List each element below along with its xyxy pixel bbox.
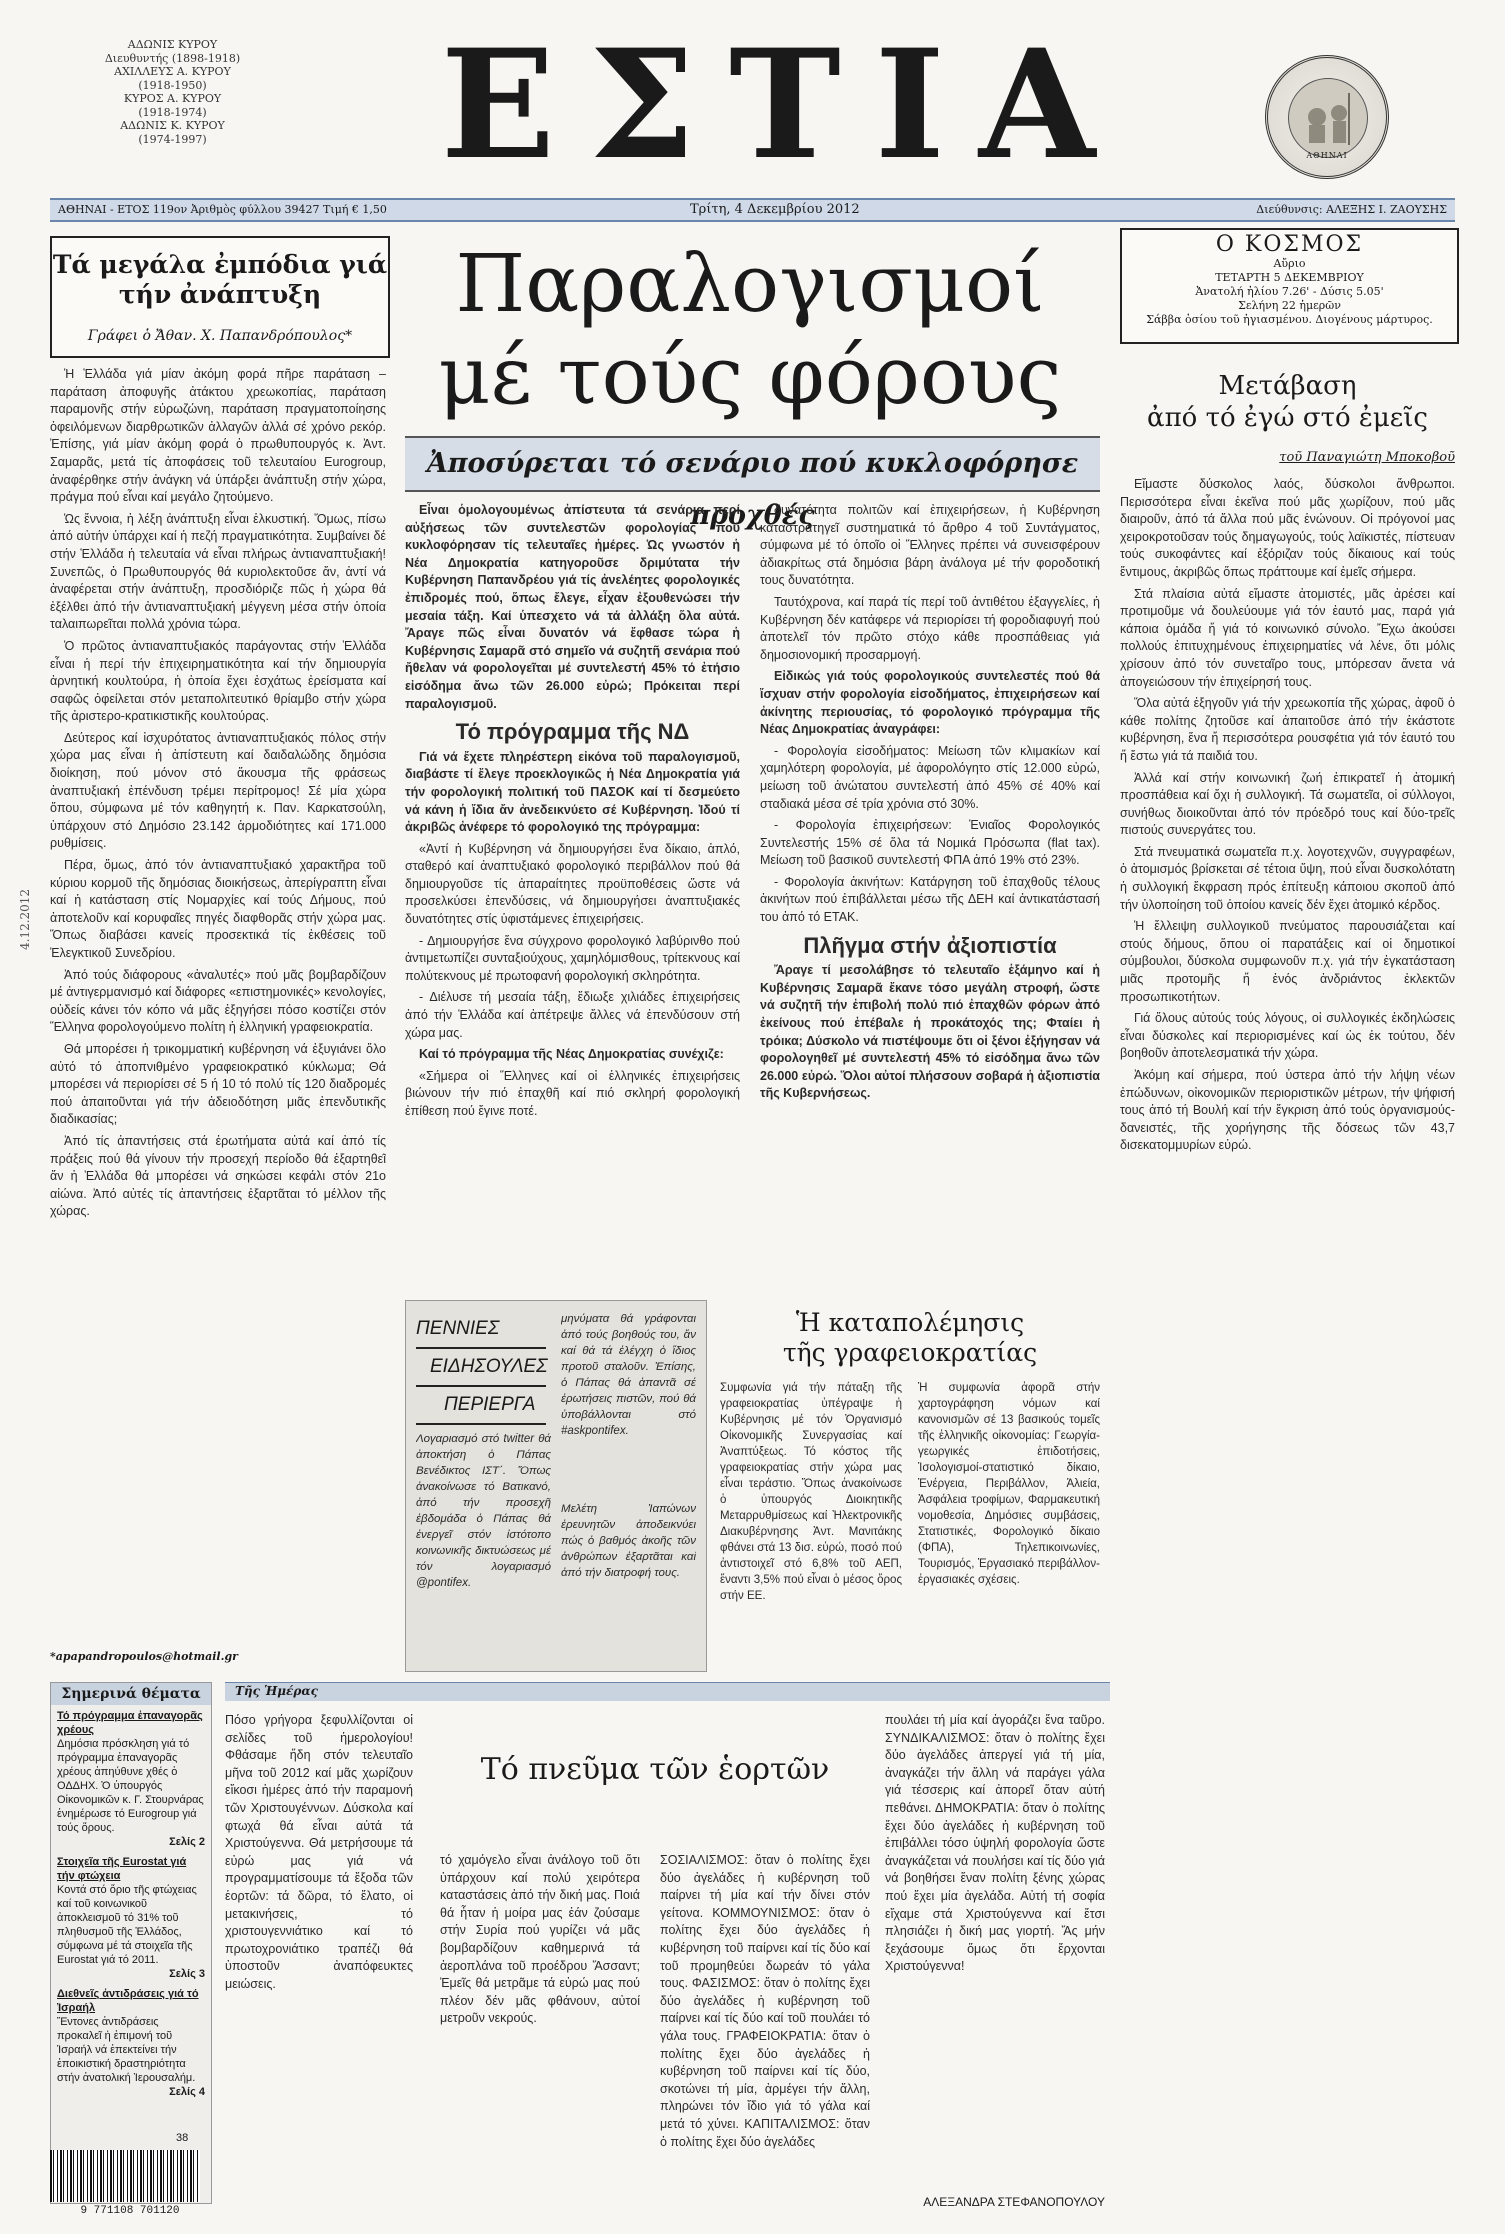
left-article-header xyxy=(50,236,390,358)
pennies-title-2: ΕΙΔΗΣΟΥΛΕΣ xyxy=(416,1349,546,1387)
paragraph: Ταυτόχρονα, καί παρά τίς περί τοῦ ἀντιθέτου ἐξαγγελίες, ἡ Κυβέρνηση δέν κατάφερε νά περιορίσει τή φοροδιαφυγή πού ἀποτελεῖ τόν πρῶτο στόχο κάθε προσπάθειας γιά δημοσιονομική προσαρμογή. xyxy=(760,594,1100,662)
paragraph: Ἀλλά καί στήν κοινωνική ζωή ἐπικρατεῖ ἡ ἀτομική προσπάθεια καί ὄχι ἡ συλλογική. Τά σωματεῖα, οἱ σύλλογοι, συνήθως διοικοῦνται ἀπό τόν πρόεδρό τους καί δύο-τρεῖς πιστούς συνεργάτες του. xyxy=(1120,770,1455,838)
topic-body: Ἔντονες ἀντιδράσεις προκαλεῖ ἡ ἐπιμονή τοῦ Ἰσραήλ νά ἐπεκτείνει τήν ἐποικιστική δραστηριότητα στήν ἀνατολική Ἰερουσαλήμ. xyxy=(57,2016,196,2084)
topic-page: Σελίς 3 xyxy=(169,1968,205,1980)
column-text-3: ΣΟΣΙΑΛΙΣΜΟΣ: ὅταν ὁ πολίτης ἔχει δύο ἀγελάδες ἡ κυβέρνηση τοῦ παίρνει τή μία καί τήν δίνει στόν γείτονα. ΚΟΜΜΟΥΝΙΣΜΟΣ: ὅταν ὁ πολίτης ἔχει δύο ἀγελάδες ἡ κυβέρνηση τοῦ παίρνει καί τίς δύο καί τοῦ προμηθεύει δωρεάν τό γάλα τους. ΦΑΣΙΣΜΟΣ: ὅταν ὁ πολίτης ἔχει δύο ἀγελάδες ἡ κυβέρνηση τοῦ παίρνει καί τίς δύο καί τοῦ πουλάει τό γάλα τους. ΓΡΑΦΕΙΟΚΡΑΤΙΑ: ὅταν ὁ πολίτης ἔχει δύο ἀγελάδες ἡ κυβέρνηση τοῦ παίρνει καί τίς δύο, σκοτώνει τή μία, ἀρμέγει τήν ἄλλη, πληρώνει τόν ἴδιο γιά τό γάλα καί μετά τό χύνει. ΚΑΠΙΤΑΛΙΣΜΟΣ: ὅταν ὁ πολίτης ἔχει δύο ἀγελάδες xyxy=(660,1853,870,2149)
weather-line: Ἀνατολή ἡλίου 7.26' - Δύσις 5.05' xyxy=(1195,285,1384,298)
paragraph: Ἡ Ἑλλάδα γιά μίαν ἀκόμη φορά πῆρε παράταση –παράταση ἀποφυγῆς ἀτάκτου χρεωκοπίας, παράταση παραμονῆς στήν εὐρωζώνη, παράταση πραγματοποίησης ὀφειλόμενων διαρθρωτικῶν ἀλλαγῶν ἀλλά σέ χρόνο ρεκόρ. Ἐπίσης, γιά μίαν ἀκόμη φορά ὁ πρωθυπουργός κ. Ἀντ. Σαμαρᾶς, μετά τίς ἀποφάσεις τοῦ τελευταίου Eurogroup, ἀναφέρθηκε στήν ἀνάγκη νά ὑπάρξει ἀνάπτυξη στήν χώρα, πράγμα πού εἶναι καί μεγάλο ζητούμενο. xyxy=(50,367,386,505)
pennies-title-1: ΠΕΝΝΙΕΣ xyxy=(416,1311,546,1349)
bureaucracy-headline xyxy=(720,1308,1100,1368)
topic-heading: Στοιχεῖα τῆς Eurostat γιά τήν φτώχεια xyxy=(57,1856,187,1882)
center-article-col-1 xyxy=(405,502,740,1262)
barcode-number: 9 771108 701120 xyxy=(80,2205,180,2217)
issue-info-bar xyxy=(50,198,1455,222)
paragraph: Στά πλαίσια αὐτά εἴμαστε ἀτομιστές, μᾶς ἀρέσει καί προτιμοῦμε νά δουλεύουμε γιά τόν ἑαυτό μας, παρά γιά κάποια ὁμάδα ἤ γιά τό κοινωνικό σύνολο. Ἔχω ἀκούσει πολλούς ἐπιτυχημένους ἐπιχειρηματίες νά λένε, ὅτι μόλις χρίσουν ἀπό τόν συνεταῖρο τους, μπόρεσαν ἄνετα νά ἀπογειώσουν τήν ἐπιχείρησή τους. xyxy=(1120,586,1455,689)
founder-name: ΑΔΩΝΙΣ ΚΥΡΟΥ xyxy=(127,38,218,51)
column-tab: Τῆς Ἡμέρας xyxy=(235,1684,318,1698)
paragraph: - Φορολογία εἰσοδήματος: Μείωση τῶν κλιμακίων καί χαμηλότερη φορολογία, μέ ἀφορολόγητο στίς 12.000 εὐρώ, μείωση τοῦ ἀνώτατου συντελεστή ἀπό 45% σέ 40% καί σταδιακά μέσα σέ τρία χρόνια στό 30%. xyxy=(760,743,1100,811)
pennies-title-3: ΠΕΡΙΕΡΓΑ xyxy=(416,1387,546,1425)
founders-list xyxy=(90,38,255,146)
headline-deck: Ἀποσύρεται τό σενάριο πού κυκλοφόρησε προχθές xyxy=(405,436,1100,492)
founder-years: (1918-1950) xyxy=(138,78,207,92)
barcode-icon xyxy=(50,2150,200,2202)
column-text-2: τό χαμόγελο εἶναι ἀνάλογο τοῦ ὅτι ὑπάρχουν καί πολύ χειρότερα καταστάσεις ἀπό τήν δική μας. Ποιά θά ἦταν ἡ μοίρα μας ἐάν ζούσαμε στήν Συρία πού γυρίζει νά μᾶς βομβαρδίζουν καθημερινά τά ἀεροπλάνα τοῦ προέδρου Ἄσσαντ; Ἐμεῖς θά μετρᾶμε τά εὐρώ μας πού πλέον δέν μᾶς φθάνουν, αὐτοί μετροῦν νεκρούς. xyxy=(440,1853,640,2026)
weather-line: ΤΕΤΑΡΤΗ 5 ΔΕΚΕΜΒΡΙΟΥ xyxy=(1215,271,1364,284)
pennies-box xyxy=(405,1300,707,1672)
paragraph: - Φορολογία ἀκινήτων: Κατάργηση τοῦ ἐπαχθοῦς τέλους ἀκινήτων πού ἐπιβάλλεται μέσω τῆς ΔΕΗ καί ἀντικατάστασή του ἀπό τό ΕΤΑΚ. xyxy=(760,874,1100,925)
weather-box-title: Ο ΚΟΣΜΟΣ xyxy=(1215,232,1364,257)
weather-line: Σάββα ὁσίου τοῦ ἡγιασμένου. Διογένους μάρτυρος. xyxy=(1146,313,1433,326)
right-article-byline: τοῦ Παναγιώτη Μποκοβοῦ xyxy=(1279,450,1455,465)
topic-page: Σελίς 2 xyxy=(169,1836,205,1848)
topic-heading: Διεθνεῖς ἀντιδράσεις γιά τό Ἰσραήλ xyxy=(57,1988,199,2014)
masthead-title: ΕΣΤΙΑ xyxy=(440,17,1130,193)
paragraph: Ὁ πρῶτος ἀντιαναπτυξιακός παράγοντας στήν Ἑλλάδα εἶναι ἡ περί τήν ἐπιχειρηματικότητα καί τήν δημιουργία ἀρνητική κουλτούρα, ἡ ὁποία ἔχει ἐσχάτως ἐρείσματα καί σαφῶς ὀφείλεται στόν μεταπολιτευτικό θρίαμβο στήν χώρα τῆς ἀριστερο-κρατικιστικῆς κουλτούρας. xyxy=(50,638,386,724)
bureaucracy-title-2: τῆς γραφειοκρατίας xyxy=(782,1338,1038,1367)
weather-line: Σελήνη 22 ἡμερῶν xyxy=(1238,299,1341,312)
weather-line: Αὔριο xyxy=(1273,257,1306,270)
right-article-headline xyxy=(1120,370,1455,434)
paragraph: δυνατότητα πολιτῶν καί ἐπιχειρήσεων, ἡ Κυβέρνηση καταστρατηγεῖ συστηματικά τό ἄρθρο 4 τοῦ Συντάγματος, σύμφωνα μέ τό ὁποῖο οἱ Ἕλληνες πρέπει νά συνεισφέρουν ἀδιακρίτως στά δημόσια βάρη ἀνάλογα μέ τήν φοροδοτική τους δυνατότητα. xyxy=(760,503,1100,588)
subheading: Τό πρόγραμμα τῆς ΝΔ xyxy=(455,719,690,745)
athena-seal-icon xyxy=(1265,55,1389,179)
paragraph: «Ἀντί ἡ Κυβέρνηση νά δημιουργήσει ἕνα δίκαιο, ἁπλό, σταθερό καί ἀναπτυξιακό φορολογικό περιβάλλον πού θά δημιουργοῦσε τίς ἀπαραίτητες προϋποθέσεις ὥστε νά προσελκύσει ἐπενδύσεις, νά δημιουργήσει ἀναπτυξιακές δυνατότητες στίς ὑφιστάμενες ἐπιχειρήσεις. xyxy=(405,841,740,927)
paragraph: Γιά νά ἔχετε πληρέστερη εἰκόνα τοῦ παραλογισμοῦ, διαβάστε τί ἔλεγε προεκλογικῶς ἡ Νέα Δημοκρατία γιά τήν φορολογική πολιτική τοῦ ΠΑΣΟΚ καί τί δεσμεύετο νά κάνη ἡ ἴδια ἄν ἀνεδεικνύετο σέ Κυβέρνηση. Ἰδού τί ἀκριβῶς ἀνέφερε τό φορολογικό της πρόγραμμα: xyxy=(405,749,740,835)
paragraph: Πέρα, ὅμως, ἀπό τόν ἀντιαναπτυξιακό χαρακτῆρα τοῦ κύριου κορμοῦ τῆς δημόσιας διοικήσεως, ἀπερίγραπτη εἶναι καί ἡ κατάσταση στίς Νομαρχίες καί τούς Δήμους, πού ἀποτελοῦν καί κορυφαῖες πηγές διαφθορᾶς στήν χώρα μας. Ὅπως διαβάσει κανείς προσεκτικά τίς ἐκθέσεις τοῦ Ἐλεγκτικοῦ Συνεδρίου. xyxy=(50,858,386,960)
founder-name: ΑΧΙΛΛΕΥΣ Α. ΚΥΡΟΥ xyxy=(114,65,231,78)
column-title: Τό πνεῦμα τῶν ἑορτῶν xyxy=(480,1752,830,1787)
topic-item[interactable] xyxy=(57,1987,205,2099)
column-signature: ΑΛΕΞΑΝΔΡΑ ΣΤΕΦΑΝΟΠΟΥΛΟΥ xyxy=(923,2195,1105,2209)
paragraph: Ἄραγε τί μεσολάβησε τό τελευταῖο ἑξάμηνο καί ἡ Κυβέρνησις Σαμαρᾶ ἔκανε τόσο μεγάλη στροφή, ὥστε νά συζητῆ τήν ἐπιβολή πολύ πιό ἐπαχθῶν φόρων ἀπό ἐκείνους πού ἐπέβαλε ἡ προκάτοχός της; Φταίει ἡ τρόικα; Δύσκολο νά πιστέψουμε ὅτι οἱ ξένοι ἐξήγησαν νά φορολογηθεῖ μέ συντελεστή 45% τό εἰσόδημα ἄνω τῶν 26.000 εὐρώ. Ὅλοι αὐτοί πλήσσουν σοβαρά ἡ ἀξιοπιστία τῆς Κυβερνήσεως. xyxy=(760,963,1100,1101)
right-article-body xyxy=(1120,476,1455,1856)
paragraph: - Δημιουργήσε ἕνα σύγχρονο φορολογικό λαβύρινθο πού ἀντιμετωπίζει συνταξιούχους, χαμηλόμισθους, τρίτεκνους καί πολύτεκνους μέ πρωτοφανή φορολογική σκληρότητα. xyxy=(405,933,740,983)
headline-line-1: Παραλογισμοί xyxy=(455,237,1045,330)
paragraph: Ἀπό τούς διάφορους «ἀναλυτές» πού μᾶς βομβαρδίζουν μέ ἀντιγερμανισμό καί διάφορες «επιστημονικές» κενολογίες, οὐδείς κάνει τόν κόπο νά μᾶς ἐξηγήσει πόσο κοστίζει στόν Ἕλληνα φορολογούμενο πολίτη ἡ ἐλληνική γραφειοκρατία. xyxy=(50,967,386,1035)
paragraph: Ὡς ἔννοια, ἡ λέξη ἀνάπτυξη εἶναι ἑλκυστική. Ὅμως, πίσω ἀπό αὐτήν ὑπάρχει καί ἡ πεζή πραγματικότητα. Συμβαίνει δέ στήν Ἑλλάδα ἡ τελευταία νά εἶναι πλήρως ἀντιαναπτυξιακή! Συνεπῶς, ὁ Πρωθυπουργός θά κυριολεκτοῦσε ἄν, ἀντί νά ἀναφέρεται στήν ἀνάπτυξη, προσδιόριζε πῶς ἡ χώρα θά ἐξέλθει ἀπό τήν ἀντιαναπτυξιακή μέγγενη μέσα στήν ὁποία ταλαιπωρεῖται πολλά χρόνια τώρα. xyxy=(50,511,386,632)
center-article-col-2 xyxy=(760,502,1100,1262)
topic-body: Δημόσια πρόσκληση γιά τό πρόγραμμα ἐπαναγορᾶς χρέους ἀπηύθυνε χθές ὁ ΟΔΔΗΧ. Ὁ ὑπουργός Οἰκονομικῶν κ. Γ. Στουρνάρας ἐνημέρωσε τό Eurogroup γιά τούς ὅρους. xyxy=(57,1738,204,1834)
paragraph: Ἀπό τίς ἀπαντήσεις στά ἐρωτήματα αὐτά καί ἀπό τίς πράξεις πού θά γίνουν τήν προσεχή περίοδο θά ἐξαρτηθεῖ ἄν ἡ Ἑλλάδα θά μπορέσει νά σηκώσει κεφάλι στόν 21ο αἰώνα. Ἀπό αὐτές τίς ἀπαντήσεις ἐξαρτᾶται τό μέλλον τῆς χώρας. xyxy=(50,1133,386,1219)
paragraph: Εἴμαστε δύσκολος λαός, δύσκολοι ἄνθρωποι. Περισσότερα εἶναι ἐκεῖνα πού μᾶς χωρίζουν, πού μᾶς διαιροῦν, ἀπό τά ἄλλα πού μᾶς ἑνώνουν. Οἱ πρόγονοί μας χειροκροτοῦσαν τούς δημαγωγούς, τούς λαϊκιστές, πίστευαν τούς συκοφάντες καί ἐξόριζαν τούς δίκαιους καί τούς ἔντιμους, ἀκριβῶς ὅπως πράττουμε καί ἐμεῖς σήμερα. xyxy=(1120,477,1455,579)
founder-name: ΑΔΩΝΙΣ Κ. ΚΥΡΟΥ xyxy=(120,119,225,132)
topic-body: Κοντά στό ὅριο τῆς φτώχειας καί τοῦ κοινωνικοῦ ἀποκλεισμοῦ τό 31% τοῦ πληθυσμοῦ τῆς Ἑλλάδος, σύμφωνα μέ τά στοιχεῖα τῆς Eurostat γιά τό 2011. xyxy=(57,1884,197,1966)
paragraph: - Φορολογία ἐπιχειρήσεων: Ἑνιαῖος Φορολογικός Συντελεστής 15% σέ ὅλα τά Νομικά Πρόσωπα (flat tax). Μείωση τοῦ βασικοῦ συντελεστή ΦΠΑ ἀπό 19% στό 23%. xyxy=(760,818,1100,868)
founder-name: ΚΥΡΟΣ Α. ΚΥΡΟΥ xyxy=(123,92,222,105)
paragraph: Εἶναι ὁμολογουμένως ἀπίστευτα τά σενάρια περί αὐξήσεως τῶν συντελεστῶν φορολογίας πού κυκλοφόρησαν τίς τελευταῖες ἡμέρες. Ὡς γνωστόν ἡ Νέα Δημοκρατία κατηγοροῦσε δριμύτατα τήν Κυβέρνηση Παπανδρέου γιά τίς ἀνελέητες φορολογικές ἐπιδρομές πού, ὅπως ἔλεγε, εἶχαν ἐξουθενώσει τήν μεσαία τάξη. Καί ὑπεσχετο νά τά ἀλλάξη ὅλα αὐτά. Ἄραγε πῶς εἶναι δυνατόν νά ἔφθασε τώρα ἡ Κυβέρνησις Σαμαρᾶ στό σημεῖο νά συζητῆ σενάρια πού ἤθελαν νά φορολογεῖται μέ συντελεστή 45% τό ἐτήσιο εἰσόδημα ἄνω τῶν 26.000 εὐρώ; Πρόκειται περί παραλογισμοῦ. xyxy=(405,503,740,711)
seal-text: ΑΘΗΝΑΙ xyxy=(1306,151,1348,160)
paragraph: Δεύτερος καί ἰσχυρότατος ἀντιαναπτυξιακός πόλος στήν χώρα μας εἶναι ἡ ἀπίστευτη καί δαιδαλώδης δημόσια διοίκηση, πού μόνον στό ἄκουσμα τῆς φράσεως ἀναπτυξιακή ἐπένδυση τρέμει περίτρομος! Σέ μία χώρα ὅπου, σύμφωνα μέ τόν καθηγητή κ. Παν. Καρκατσούλη, ὑπάρχουν στό Δημόσιο 23.142 ἁρμοδιότητες καί 171.000 ρυθμίσεις. xyxy=(50,730,386,851)
paragraph: Ὅλα αὐτά ἐξηγοῦν γιά τήν χρεωκοπία τῆς χώρας, ἀφοῦ ὁ κάθε πολίτης ζητοῦσε καί ἀπαιτοῦσε ἀπό τήν ἑκάστοτε κυβέρνηση, ἕνα ἤ περισσότερα ρουσφέτια γιά τόν ἑαυτό του ἤ ἔστω γιά τά παιδιά του. xyxy=(1120,696,1455,763)
column-bar xyxy=(225,1682,1110,1701)
left-article-body xyxy=(50,366,386,1626)
subheading: Πλῆγμα στήν ἀξιοπιστία xyxy=(803,932,1057,958)
issue-date: Τρίτη, 4 Δεκεμβρίου 2012 xyxy=(690,202,860,217)
topic-item[interactable] xyxy=(57,1855,205,1981)
pennies-title xyxy=(416,1311,546,1425)
bureaucracy-col-1: Συμφωνία γιά τήν πάταξη τῆς γραφειοκρατίας ὑπέγραψε ἡ Κυβέρνησις μέ τόν Ὀργανισμό Οἰκονομικῆς Συνεργασίας καί Ἀναπτύξεως. Τό κόστος τῆς γραφειοκρατίας στήν χώρα μας εἶναι τεράστιο. Ὅπως ἀνακοίνωσε ὁ ὑπουργός Διοικητικῆς Μεταρρυθμίσεως καί Ἠλεκτρονικῆς Διακυβέρνησης Ἀντ. Μανιτάκης φθάνει στά 13 δισ. εὐρώ, ποσό πού ἀντιστοιχεῖ στό 6,8% τοῦ ΑΕΠ, ἔναντι 3,5% πού εἶναι ὁ μέσος ὅρος στήν ΕΕ. xyxy=(720,1382,902,1602)
bureaucracy-title-1: Ἡ καταπολέμησις xyxy=(795,1308,1025,1337)
pennies-item-2: μηνύματα θά γράφονται ἀπό τούς βοηθούς του, ἄν καί θά τά ἐλέγχη ὁ ἴδιος προτοῦ σταλοῦν. Ἐπίσης, ὁ Πάπας θά ἀπαντᾶ σέ ἐρωτήσεις πιστῶν, πού θά ὑποβάλλονται στό #askpontifex. xyxy=(561,1313,696,1437)
issue-number: ΑΘΗΝΑΙ - ΕΤΟΣ 119ον Ἀριθμὸς φύλλου 39427 Τιμή € 1,50 xyxy=(58,203,387,216)
paragraph: Ἡ ἔλλειψη συλλογικοῦ πνεύματος παρουσιάζεται καί στούς δήμους, ὅπου οἱ παρατάξεις καί οἱ δημοτικοί σύμβουλοι, δύσκολα συμφωνοῦν π.χ. γιά τήν ἐγκατάσταση μιᾶς προτομῆς ἤ ἑνός ἀνδριάντος ἐκλεκτῶν προσωπικοτήτων. xyxy=(1120,919,1455,1004)
left-article-title: Τά μεγάλα ἐμπόδια γιά τήν ἀνάπτυξη xyxy=(52,250,388,309)
founder-years: (1974-1997) xyxy=(138,132,207,146)
right-article-title-1: Μετάβαση xyxy=(1218,371,1357,401)
founder-years: Διευθυντής (1898-1918) xyxy=(104,51,241,65)
weather-box xyxy=(1120,228,1459,344)
paragraph: Καί τό πρόγραμμα τῆς Νέας Δημοκρατίας συνέχιζε: xyxy=(419,1047,724,1062)
pennies-item-1: Λογαριασμό στό twitter θά ἀποκτήση ὁ Πάπας Βενέδικτος ΙΣΤ΄. Ὅπως ἀνακοίνωσε τό Βατικανό, ἀπό τήν προσεχῆ ἑβδομάδα ὁ Πάπας θά ἐνεργεῖ στόν ἰστότοπο κοινωνικῆς δικτυώσεως μέ τόν λογαριασμό @pontifex. xyxy=(416,1433,551,1589)
author-email: *apapandropoulos@hotmail.gr xyxy=(50,1650,238,1663)
topic-heading: Τό πρόγραμμα ἐπαναγορᾶς χρέους xyxy=(57,1710,203,1736)
headline-line-2: μέ τούς φόρους xyxy=(438,329,1062,422)
paragraph: Εἰδικώς γιά τούς φορολογικούς συντελεστές πού θά ἴσχυαν στήν φορολογία εἰσοδήματος, ἐπιχειρήσεων καί ἀκίνητης περιουσίας, τό φορολογικό πρόγραμμα τῆς Νέας Δημοκρατίας ἀναγράφει: xyxy=(760,669,1100,737)
paragraph: Ἀκόμη καί σήμερα, πού ὑστερα ἀπό τήν λήψη νέων ἐπώδυνων, οἰκονομικῶν περιοριστικῶν μέτρων, τήν ψήφισή τους ἀπό τή Βουλή καί τήν ἔγκριση ἀπό τούς ὀργανισμούς-δανειστές, τῆς χορήγησης τῆς δόσεως τῶν 43,7 δισεκατομμυρίων εὐρώ. xyxy=(1120,1068,1455,1153)
paragraph: Γιά ὅλους αὐτούς τούς λόγους, οἱ συλλογικές ἐκδηλώσεις εἶναι δύσκολες καί περιορισμένες καί ὡς ἐκ τούτου, δέν βοηθοῦν ἀποτελεσματικά τήν χώρα. xyxy=(1120,1011,1455,1061)
todays-topics-box xyxy=(50,1682,212,2204)
paragraph: «Σήμερα οἱ Ἕλληνες καί οἱ ἑλληνικές ἐπιχειρήσεις βιώνουν τήν πιό ἐπαχθῆ καί πιό σκληρή φορολογική ἐπίθεση πού ἔγινε ποτέ. xyxy=(405,1068,740,1118)
paragraph: - Διέλυσε τή μεσαία τάξη, ἔδιωξε χιλιάδες ἐπιχειρήσεις ἀπό τήν Ἑλλάδα καί ἀπέτρεψε ἄλλες νά ἐπενδύσουν στή χώρα μας. xyxy=(405,990,740,1040)
editor-info: Διεύθυνσις: ΑΛΕΞΗΣ Ι. ΖΑΟΥΣΗΣ xyxy=(1256,203,1447,216)
column-text-4: πουλάει τή μία καί ἀγοράζει ἕνα ταῦρο. ΣΥΝΔΙΚΑΛΙΣΜΟΣ: ὅταν ὁ πολίτης ἔχει δύο ἀγελάδες ἀπεργεί γιά τή μία, ἀναγκάζει τήν ἄλλη νά παράγει γάλα γιά τέσσερις καί ἀπορεῖ ὅταν αὐτή πεθάνει. ΔΗΜΟΚΡΑΤΙΑ: ὅταν ὁ πολίτης ἔχει δύο ἀγελάδες ἡ κυβέρνηση τοῦ ἐπιβάλλει τόσο ὑψηλή φορολογία ὥστε ἀναγκάζεται νά πουλήσει καί τίς δύο γιά νά βοηθήσει ἕναν πολίτη ξένης χώρας πού ἔχει μία ἀγελάδα. Αὐτή τή σοφία εἴχαμε στά Χριστούγεννα καί ἔτσι πλησιάζει ἡ δική μας γιορτή. Ἄς μήν ξεχάσουμε ὅμως ὅτι ἔρχονται Χριστούγεννα! xyxy=(885,1713,1105,1974)
side-date: 4.12.2012 xyxy=(18,888,32,950)
pennies-item-3: Μελέτη Ἰαπώνων ἐρευνητῶν ἀποδεικνύει πώς ὁ βαθμός ἀκοῆς τῶν ἀνθρώπων ἐξαρτᾶται καί ἀπό τήν διατροφή τους. xyxy=(561,1503,696,1579)
topic-page: Σελίς 4 xyxy=(169,2086,205,2098)
paragraph: Θά μπορέσει ἡ τρικομματική κυβέρνηση νά ἐξυγιάνει ὅλο αὐτό τό ἀποπνιθμένο γραφειοκρατικό κύκλωμα; Θά μπορέσει νά περιορίσει σέ 5 ή 10 τό πολύ τίς 120 διαδρομές πού ἀπαιτοῦνται γιά τήν ἀδειοδότηση μιᾶς ἐπενδυτικῆς διαδικασίας; xyxy=(50,1041,386,1127)
topic-item[interactable] xyxy=(57,1709,205,1849)
left-article-byline: Γράφει ὁ Ἄθαν. Χ. Παπανδρόπουλος* xyxy=(87,328,353,344)
bureaucracy-col-2: Ἡ συμφωνία ἀφορᾶ στήν χαρτογράφηση νόμων καί κανονισμῶν σέ 13 βασικούς τομεῖς τῆς ἑλληνικῆς οἰκονομίας: Γεωργία-γεωργικές ἐπιδοτήσεις, Ἰσολογισμοί-στατιστικό δίκαιο, Ἐνέργεια, Περιβάλλον, Ἁλιεία, Ἀσφάλεια τροφίμων, Φαρμακευτική νομοθεσία, Δημόσιες συμβάσεις, Στατιστικές, Φορολογικό δίκαιο (ΦΠΑ), Τηλεπικοινωνίες, Τουρισμός, Ἐργασιακό περιβάλλον-ἐργασιακές σχέσεις. xyxy=(918,1382,1100,1586)
barcode-issue: 38 xyxy=(176,2132,189,2144)
todays-topics-title: Σημερινά θέματα xyxy=(51,1683,211,1705)
column-text-1: Πόσο γρήγορα ξεφυλλίζονται οἱ σελίδες τοῦ ἡμερολογίου! Φθάσαμε ἤδη στόν τελευταῖο μῆνα τοῦ 2012 καί μᾶς χωρίζουν εἴκοσι ἡμέρες ἀπό τήν παραμονή τῶν Χριστουγέννων. Δύσκολα καί φτωχά θά εἶναι αὐτά τά Χριστούγεννα. Θά μετρήσουμε τά εὐρώ μας γιά νά προγραμματίσουμε τά ἔξοδα τῶν ἑορτῶν: τά δῶρα, τό ἔλατο, οἱ μετακινήσεις, τό χριστουγεννιάτικο καί τό πρωτοχρονιάτικο τραπέζι θά ὑποστοῦν ἀναπόφευκτες μειώσεις. xyxy=(225,1713,413,1991)
right-article-title-2: ἀπό τό ἐγώ στό ἐμεῖς xyxy=(1147,403,1428,433)
paragraph: Στά πνευματικά σωματεῖα π.χ. λογοτεχνῶν, συγγραφέων, ὁ ἀτομισμός βρίσκεται σέ τέτοια ὕψη, πού εἶναι δυσκολότατη ἡ συλλογική ἔκφραση πρός ἐπίτευξη κάποιου σκοποῦ ἀπό τήν ὑλοποίηση τοῦ ὁποίου κανείς δέν ἔχει ἀτομικό κέρδος. xyxy=(1120,844,1455,912)
seal-emblem xyxy=(1288,78,1368,158)
main-headline xyxy=(400,238,1100,422)
founder-years: (1918-1974) xyxy=(138,105,207,119)
todays-topics-list xyxy=(51,1705,211,2103)
